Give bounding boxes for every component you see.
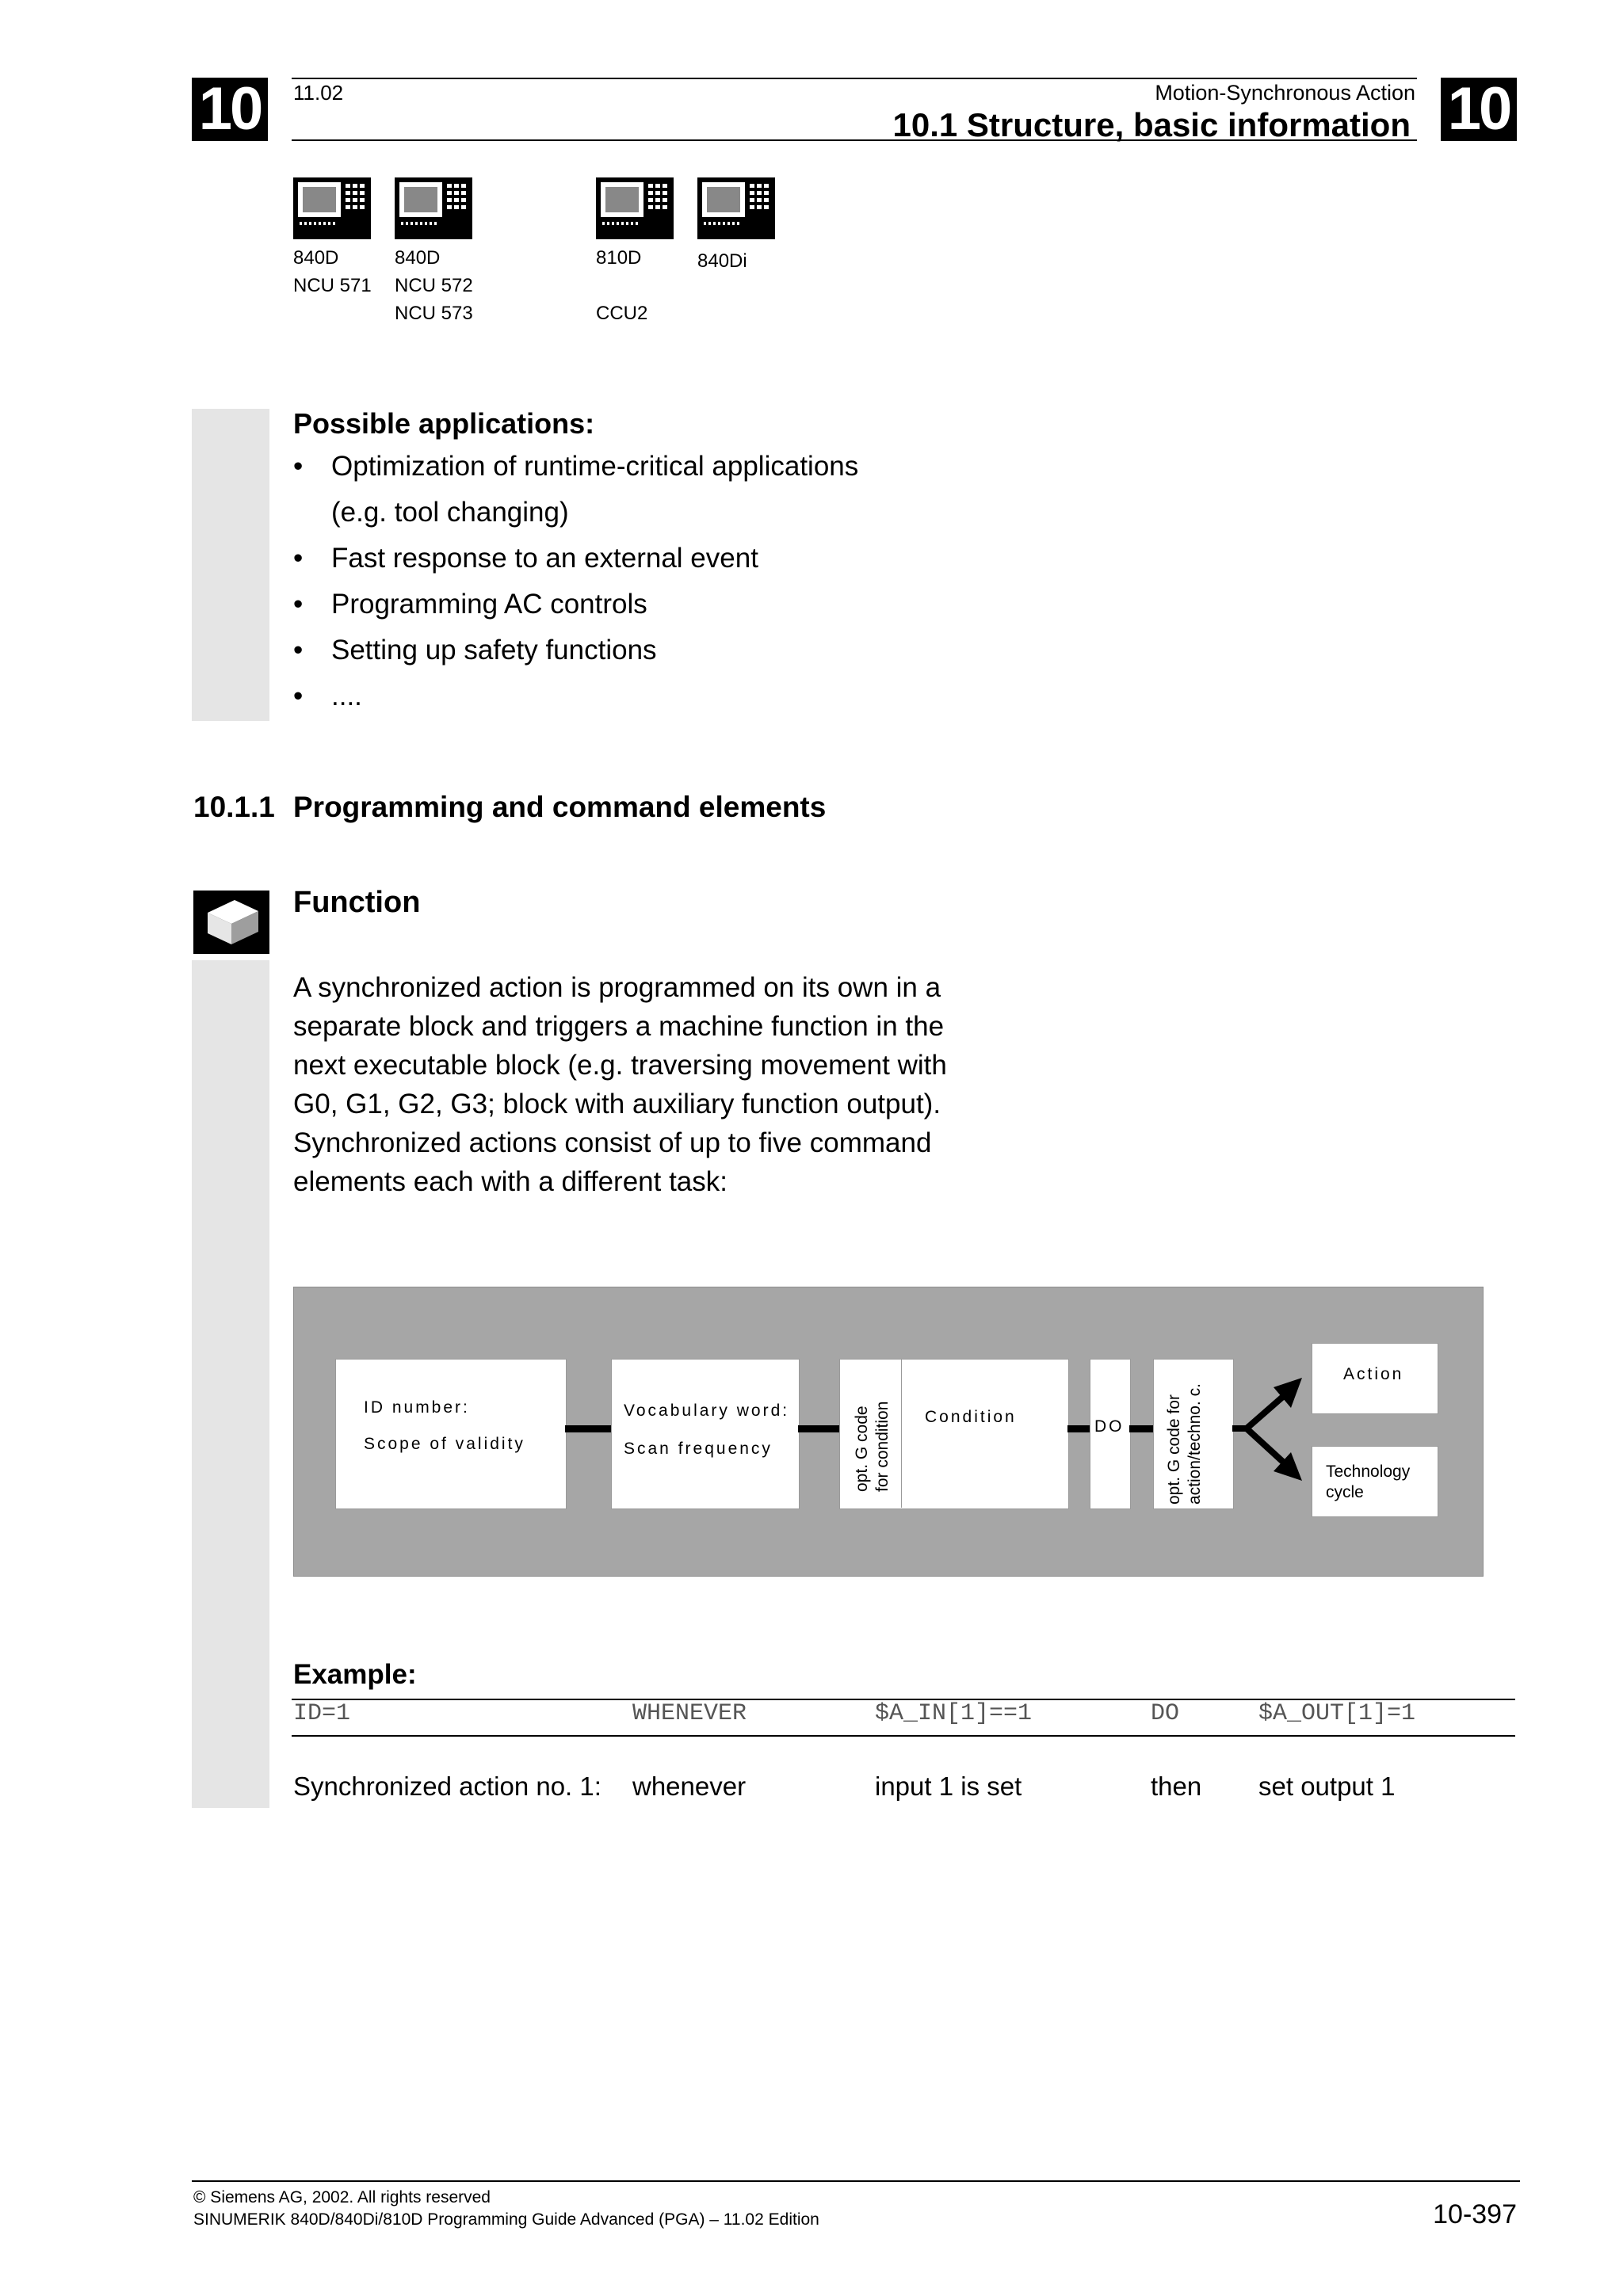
condition-label: Condition (925, 1408, 1017, 1426)
code-do: DO (1151, 1700, 1180, 1727)
edition-label: 11.02 (293, 81, 344, 105)
subsection-title: Programming and command elements (293, 791, 827, 823)
bullet: • (293, 635, 304, 666)
id-number-label: ID number: (364, 1398, 470, 1417)
chapter-title: Motion-Synchronous Action (1155, 81, 1415, 105)
list-item (293, 582, 858, 627)
function-body (293, 968, 959, 1201)
list-item-text: Programming AC controls (331, 589, 647, 620)
technology-cycle-label: Technology cycle (1326, 1463, 1411, 1501)
id-number-box (335, 1359, 567, 1509)
subsection-heading (193, 791, 826, 824)
footer-copyright: © Siemens AG, 2002. All rights reserved (193, 2188, 491, 2206)
do-label: DO (1094, 1417, 1125, 1436)
scan-frequency-label: Scan frequency (624, 1440, 773, 1458)
function-paragraph-1: A synchronized action is programmed on its own in a separate block and triggers a machine function in the next executable block (e.g. traversing movement with G0, G1, G2, G3; block with auxiliary function output). (293, 972, 947, 1119)
connector-line (1067, 1425, 1090, 1432)
list-item-text: .... (331, 681, 362, 711)
control-label-3a: 810D (596, 247, 642, 269)
condition-divider (901, 1359, 902, 1508)
control-label-2b: NCU 572 (395, 275, 473, 296)
list-item-continuation: (e.g. tool changing) (331, 497, 569, 528)
control-label-4a: 840Di (697, 250, 747, 272)
control-label-1b: NCU 571 (293, 275, 372, 296)
bullet: • (293, 451, 304, 482)
bullet: • (293, 589, 304, 620)
gcode-condition-label: opt. G code for condition (853, 1401, 892, 1492)
list-item-text: Fast response to an external event (331, 543, 758, 574)
vocabulary-label: Vocabulary word: (624, 1402, 790, 1420)
explanation-whenever: whenever (632, 1772, 747, 1801)
vocabulary-box (611, 1359, 800, 1509)
control-panel-icon (293, 177, 371, 239)
page-number: 10-397 (1433, 2199, 1517, 2229)
list-item-text: Optimization of runtime-critical applications (331, 451, 859, 482)
example-heading: Example: (293, 1659, 417, 1690)
control-840d-ncu572 (395, 177, 472, 239)
list-item (293, 444, 858, 536)
bullet: • (293, 543, 304, 574)
header-top-rule (292, 78, 1417, 79)
explanation-id: Synchronized action no. 1: (293, 1772, 601, 1801)
control-label-3c: CCU2 (596, 303, 648, 324)
applications-list (293, 444, 858, 719)
subsection-number: 10.1.1 (193, 791, 275, 823)
control-810d-ccu2 (596, 177, 674, 239)
chapter-badge-left: 10 (192, 78, 268, 141)
action-label: Action (1343, 1365, 1404, 1383)
function-heading: Function (293, 886, 421, 919)
control-840d-ncu571 (293, 177, 371, 239)
control-840di (697, 177, 775, 239)
control-label-1a: 840D (293, 247, 339, 269)
list-item (293, 673, 858, 719)
scope-label: Scope of validity (364, 1435, 525, 1453)
command-elements-diagram (293, 1287, 1484, 1577)
list-item (293, 627, 858, 673)
example-bottom-rule (292, 1735, 1515, 1737)
explanation-do: then (1151, 1772, 1202, 1801)
explanation-condition: input 1 is set (875, 1772, 1022, 1801)
control-panel-icon (596, 177, 674, 239)
margin-bar-function (192, 960, 269, 1808)
connector-line (565, 1425, 611, 1432)
control-label-2a: 840D (395, 247, 441, 269)
gcode-action-label: opt. G code for action/techno. c. (1165, 1383, 1204, 1505)
bullet: • (293, 681, 304, 711)
footer-document-title: SINUMERIK 840D/840Di/810D Programming Guide Advanced (PGA) – 11.02 Edition (193, 2210, 819, 2229)
function-cube-icon (193, 891, 269, 954)
section-title: 10.1 Structure, basic information (892, 106, 1411, 143)
connector-line (798, 1425, 839, 1432)
margin-bar-applications (192, 409, 269, 721)
control-panel-icon (697, 177, 775, 239)
code-id: ID=1 (293, 1700, 351, 1727)
explanation-action: set output 1 (1258, 1772, 1396, 1801)
list-item-text: Setting up safety functions (331, 635, 657, 666)
connector-line (1129, 1425, 1153, 1432)
code-condition: $A_IN[1]==1 (875, 1700, 1033, 1727)
footer-rule (192, 2180, 1520, 2182)
applications-heading: Possible applications: (293, 407, 595, 440)
control-label-2c: NCU 573 (395, 303, 473, 324)
code-action: $A_OUT[1]=1 (1258, 1700, 1416, 1727)
chapter-badge-right: 10 (1441, 78, 1517, 141)
control-panel-icon (395, 177, 472, 239)
list-item (293, 536, 858, 582)
function-paragraph-2: Synchronized actions consist of up to five command elements each with a different task: (293, 1127, 932, 1197)
code-whenever: WHENEVER (632, 1700, 747, 1727)
branch-arrows (1232, 1375, 1312, 1501)
